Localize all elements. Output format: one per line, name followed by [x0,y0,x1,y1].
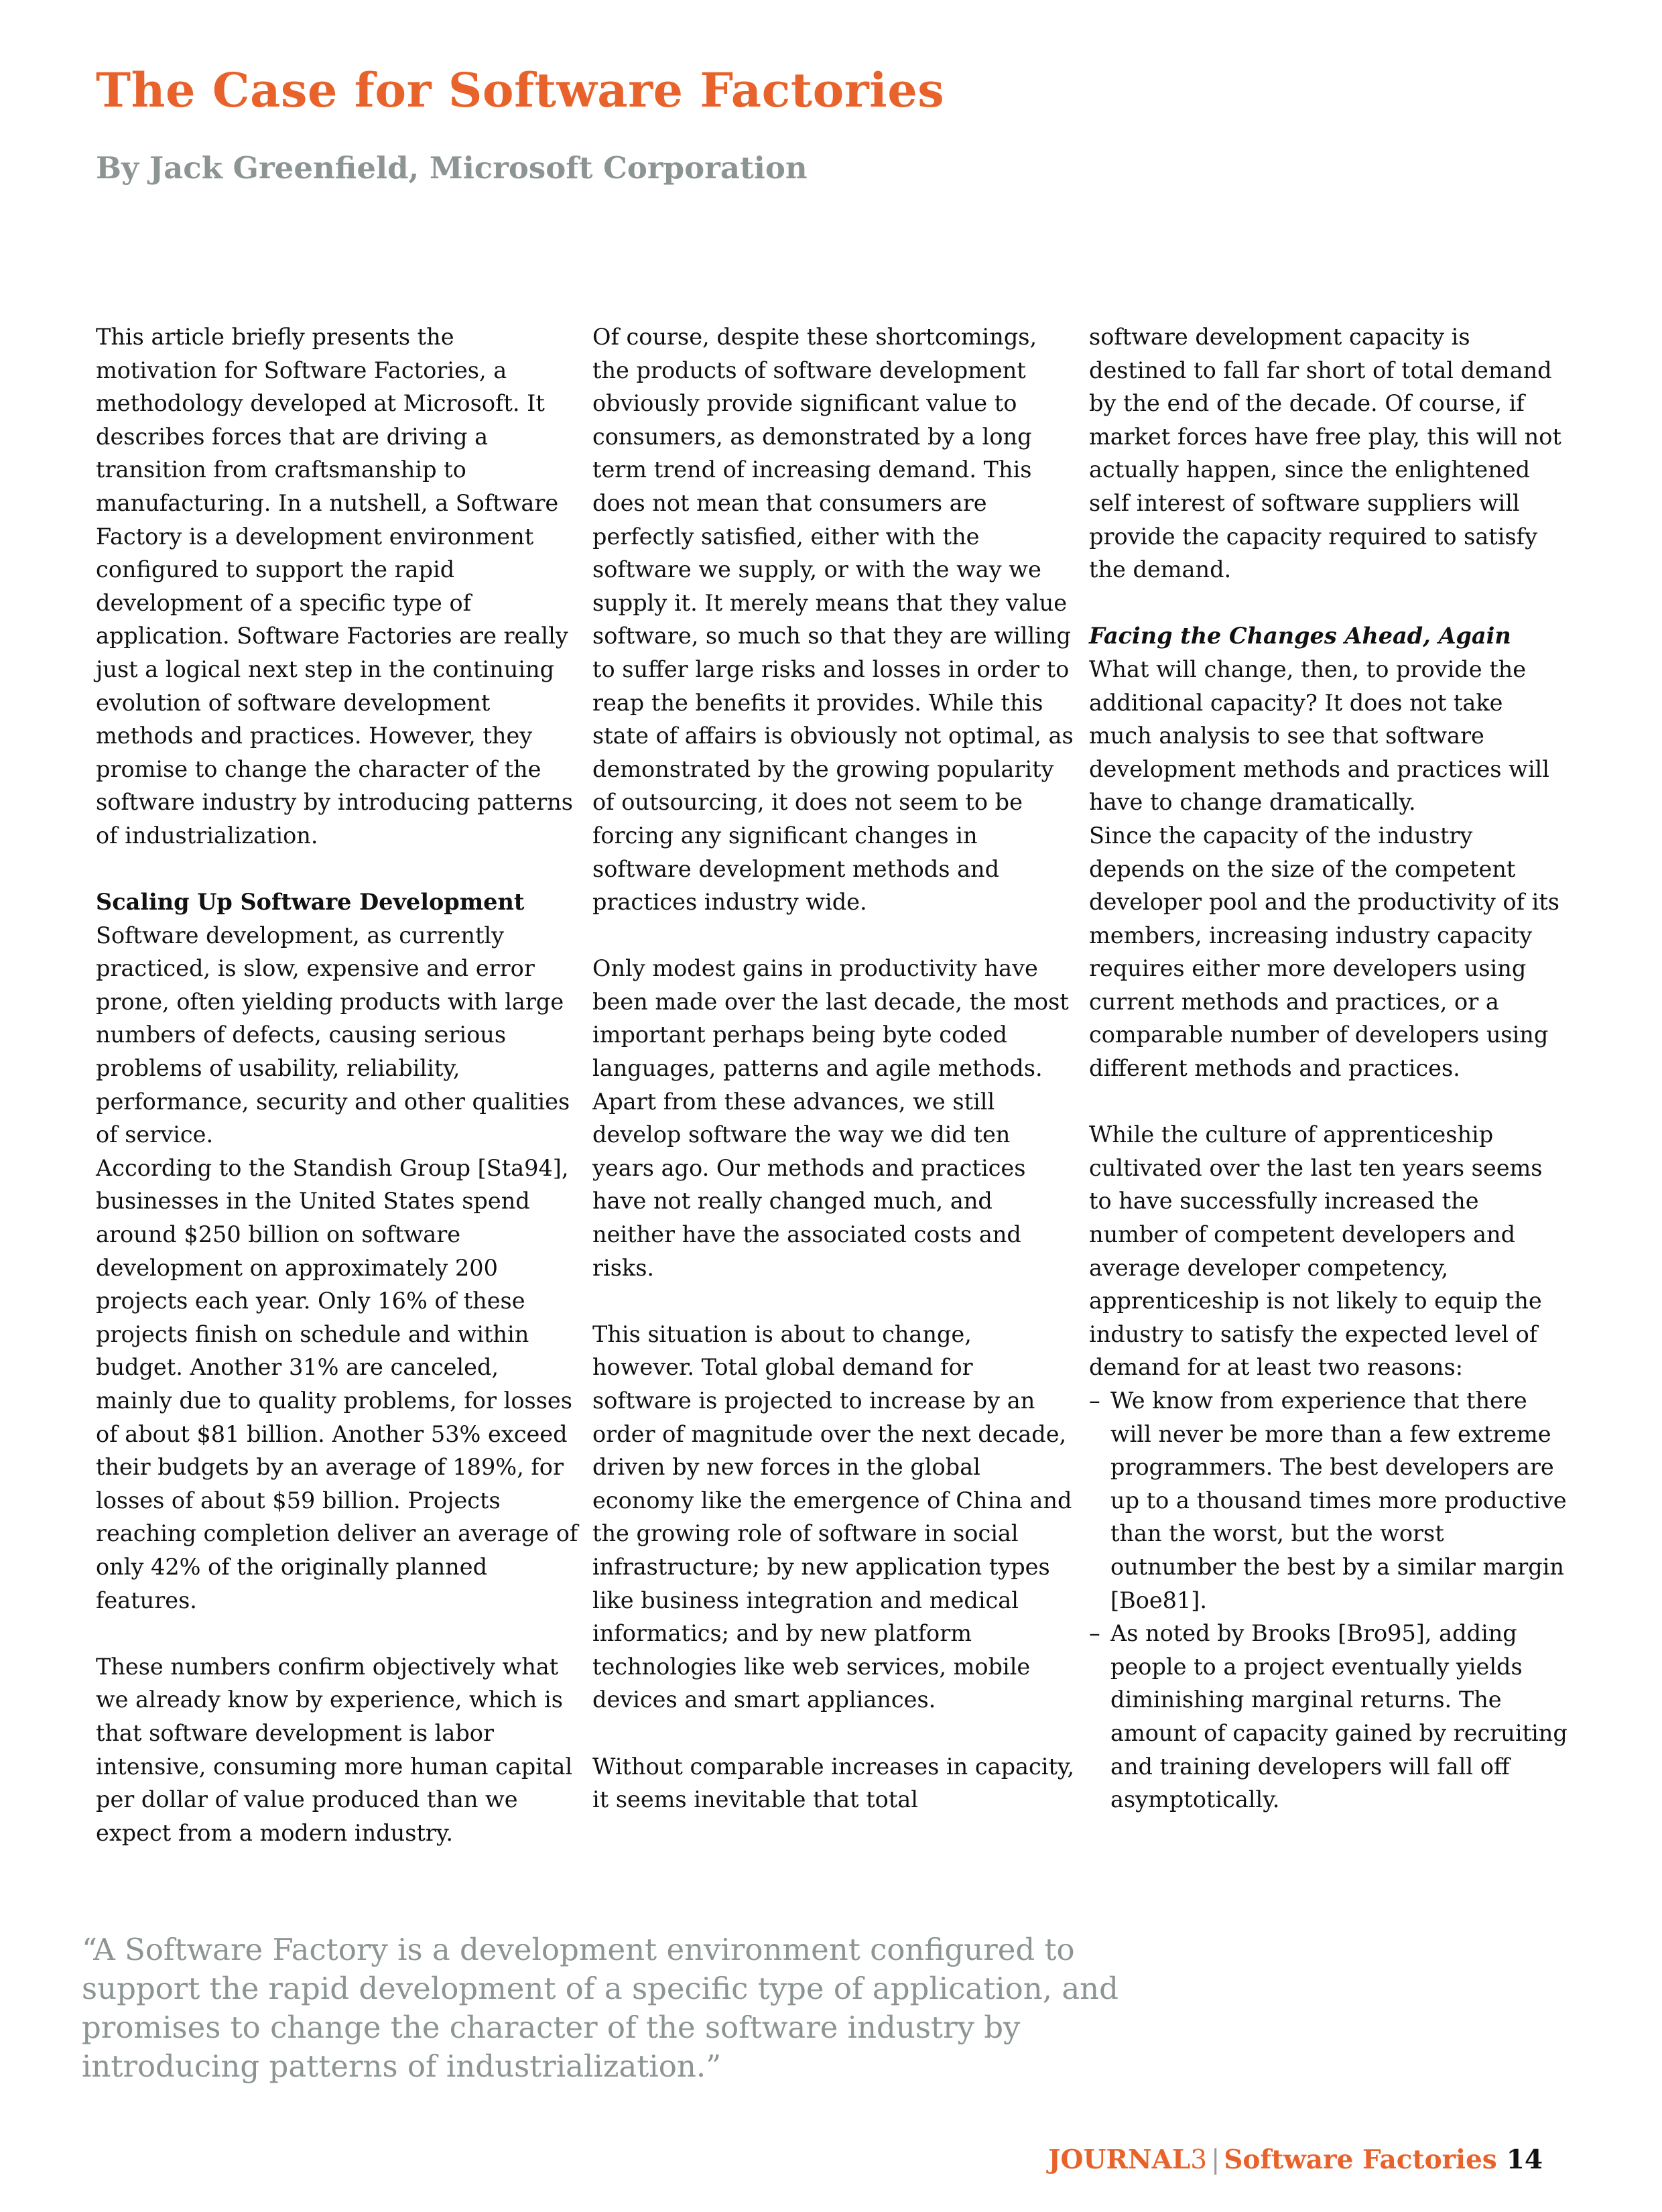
section [96,885,578,1152]
article-title: The Case for Software Factories [96,62,945,118]
section [1089,619,1572,819]
section [1089,1118,1572,1816]
paragraph: Only modest gains in productivity have been made over the last decade, the most important perhaps being byte coded languages, patterns and agile methods. Apart from these advances, we still develop software the way we did ten years ago. Our methods and practices have not really changed much, and neither have the associated costs and risks. [592,955,1069,1281]
text-column-1 [96,320,578,1849]
paragraph: While the culture of apprenticeship cultivated over the last ten years seems to have successfully increased the number of competent developers and average developer competency, apprenticeship is not likely to equip the industry to satisfy the expected level of demand for at least two reasons: [1089,1121,1543,1381]
dash-list [1089,1384,1572,1817]
article-byline: By Jack Greenfield, Microsoft Corporation [96,150,808,186]
section-heading: Facing the Changes Ahead, Again [1089,623,1511,650]
list-item: – We know from experience that there will never be more than a few extreme programmers. The best developers are up to a thousand times more productive than the worst, but the worst outnumber the best by a similar margin [Boe81]. [1089,1384,1572,1617]
text-column-2 [592,320,1075,1817]
paragraph: Software development, as currently practiced, is slow, expensive and error prone, often yielding products with large numbers of defects, causing serious problems of usability, reliability, performance, security and other qualities of service. [96,922,570,1148]
paragraph: Of course, despite these shortcomings, the products of software development obviously provide significant value to consumers, as demonstrated by a long term trend of increasing demand. This does not mean that consumers are perfectly satisfied, either with the software we supply, or with the way we supply it. It merely means that they value software, so much so that they are willing to suffer large risks and losses in order to reap the benefits it provides. While this state of affairs is obviously not optimal, as demonstrated by the growing popularity of outsourcing, it does not seem to be forcing any significant changes in software development methods and practices industry wide. [592,324,1074,916]
journal-brand: JOURNAL [1048,2144,1191,2175]
page-footer [1048,2144,1543,2175]
paragraph: Without comparable increases in capacity, it seems inevitable that total [592,1753,1075,1813]
text-column-3 [1089,320,1572,1817]
paragraph: These numbers confirm objectively what we already know by experience, which is that software development is labor intensive, consuming more human capital per dollar of value produced than we expect from a modern industry. [96,1653,573,1846]
page-number: 14 [1506,2144,1543,2175]
paragraph: According to the Standish Group [Sta94], businesses in the United States spend around $250 billion on software development on approximately 200 projects each year. Only 16% of these projects finish on schedule and within budget. Another 31% are canceled, mainly due to quality problems, for losses of about $81 billion. Another 53% exceed their budgets by an average of 189%, for losses of about $59 billion. Projects reaching completion deliver an average of only 42% of the originally planned features. [96,1154,578,1613]
paragraph: This situation is about to change, however. Total global demand for software is projected to increase by an order of magnitude over the next decade, driven by new forces in the global economy like the emergence of China and the growing role of software in social infrastructure; by new application types like business integration and medical informatics; and by new platform technologies like web services, mobile devices and smart appliances. [592,1320,1072,1713]
pull-quote: “A Software Factory is a development environment configured to support the rapid development of a specific type of application, and promises to change the character of the software industry by introducing patterns of industrialization.” [82,1932,1118,2084]
paragraph: This article briefly presents the motivation for Software Factories, a methodology developed at Microsoft. It describes forces that are driving a transition from craftsmanship to manufacturing. In a nutshell, a Software Factory is a development environment configured to support the rapid development of a specific type of application. Software Factories are really just a logical next step in the continuing evolution of software development methods and practices. However, they promise to change the character of the software industry by introducing patterns of industrialization. [96,324,573,849]
footer-section-title: Software Factories [1224,2144,1497,2175]
paragraph: Since the capacity of the industry depends on the size of the competent developer pool and the productivity of its members, increasing industry capacity requires either more developers using current methods and practices, or a comparable number of developers using different methods and practices. [1089,822,1559,1082]
journal-issue: 3 [1190,2145,1208,2175]
paragraph: What will change, then, to provide the additional capacity? It does not take much analysis to see that software development methods and practices will have to change dramatically. [1089,656,1549,816]
paragraph: software development capacity is destined to fall far short of total demand by the end of the decade. Of course, if market forces have free play, this will not actually happen, since the enlightened self interest of software suppliers will provide the capacity required to satisfy the demand. [1089,324,1561,583]
footer-separator: | [1211,2145,1220,2175]
section-heading: Scaling Up Software Development [96,889,525,916]
list-item: – As noted by Brooks [Bro95], adding people to a project eventually yields diminishing marginal returns. The amount of capacity gained by recruiting and training developers will fall off asymptotically. [1089,1617,1572,1817]
